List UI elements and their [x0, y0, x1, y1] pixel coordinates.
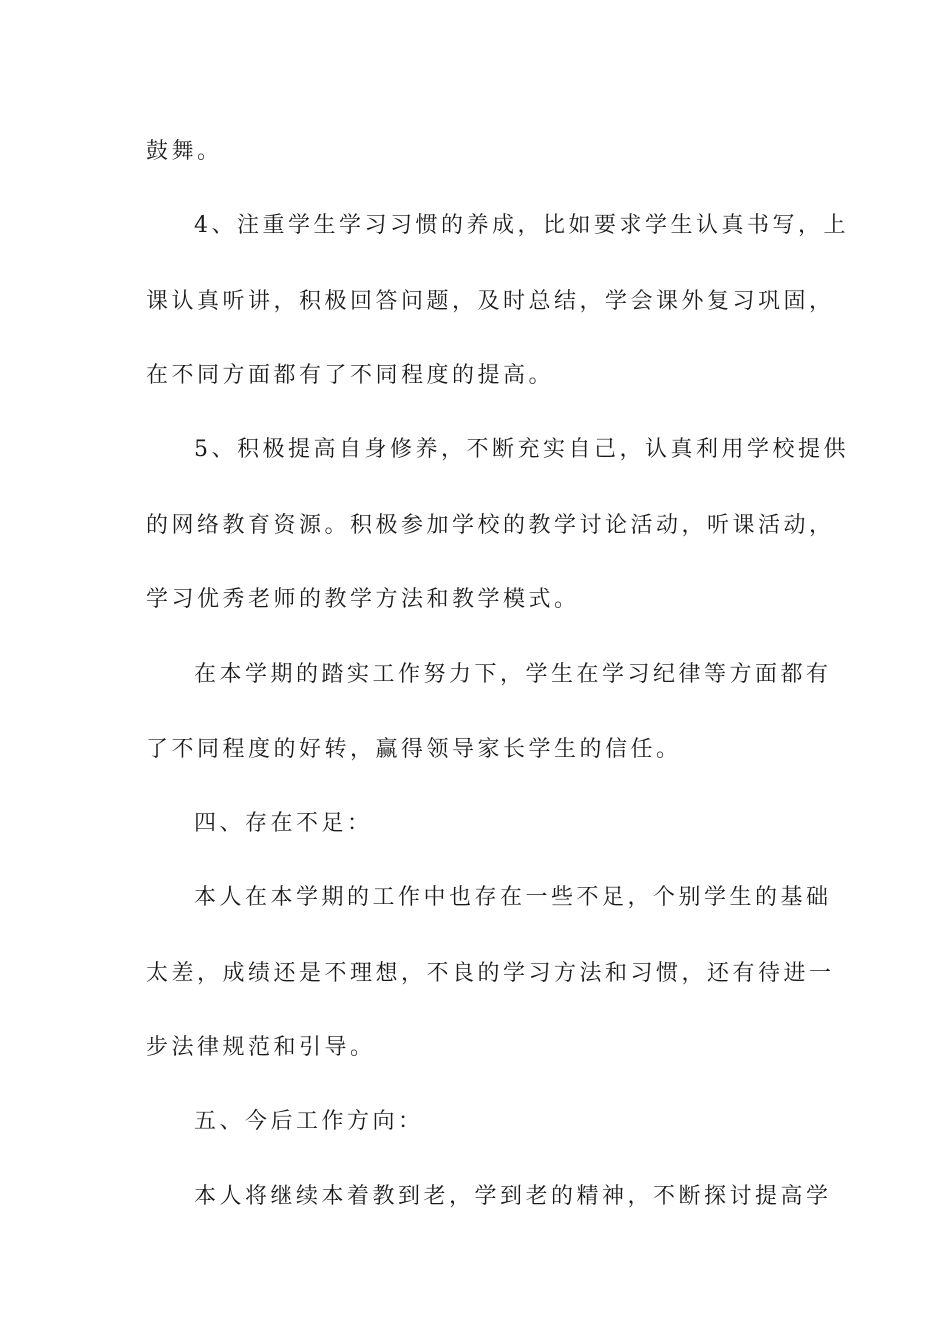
- text-line: 学习优秀老师的教学方法和教学模式。: [146, 587, 580, 612]
- text-line: 步法律规范和引导。: [146, 1035, 376, 1060]
- text-line: 在不同方面都有了不同程度的提高。: [146, 363, 555, 388]
- paragraph-shortcomings: 本人在本学期的工作中也存在一些不足，个别学生的基础: [194, 885, 832, 910]
- text-line: 太差，成绩还是不理想，不良的学习方法和习惯，还有待进一: [146, 961, 835, 986]
- text-line: 课认真听讲，积极回答问题，及时总结，学会课外复习巩固，: [146, 289, 835, 314]
- paragraph-item-4: 4、注重学生学习习惯的养成，比如要求学生认真书写，上: [194, 213, 849, 238]
- section-heading-shortcomings: 四、存在不足：: [194, 811, 373, 836]
- text-line: 鼓舞。: [146, 139, 223, 164]
- paragraph-summary: 在本学期的踏实工作努力下，学生在学习纪律等方面都有: [194, 662, 832, 687]
- paragraph-item-5: 5、积极提高自身修养，不断充实自己，认真利用学校提供: [194, 437, 849, 462]
- section-heading-future-direction: 五、今后工作方向：: [194, 1109, 424, 1134]
- paragraph-future-direction: 本人将继续本着教到老，学到老的精神，不断探讨提高学: [194, 1184, 832, 1209]
- text-line: 了不同程度的好转，赢得领导家长学生的信任。: [146, 737, 682, 762]
- text-line: 的网络教育资源。积极参加学校的教学讨论活动，听课活动，: [146, 513, 835, 538]
